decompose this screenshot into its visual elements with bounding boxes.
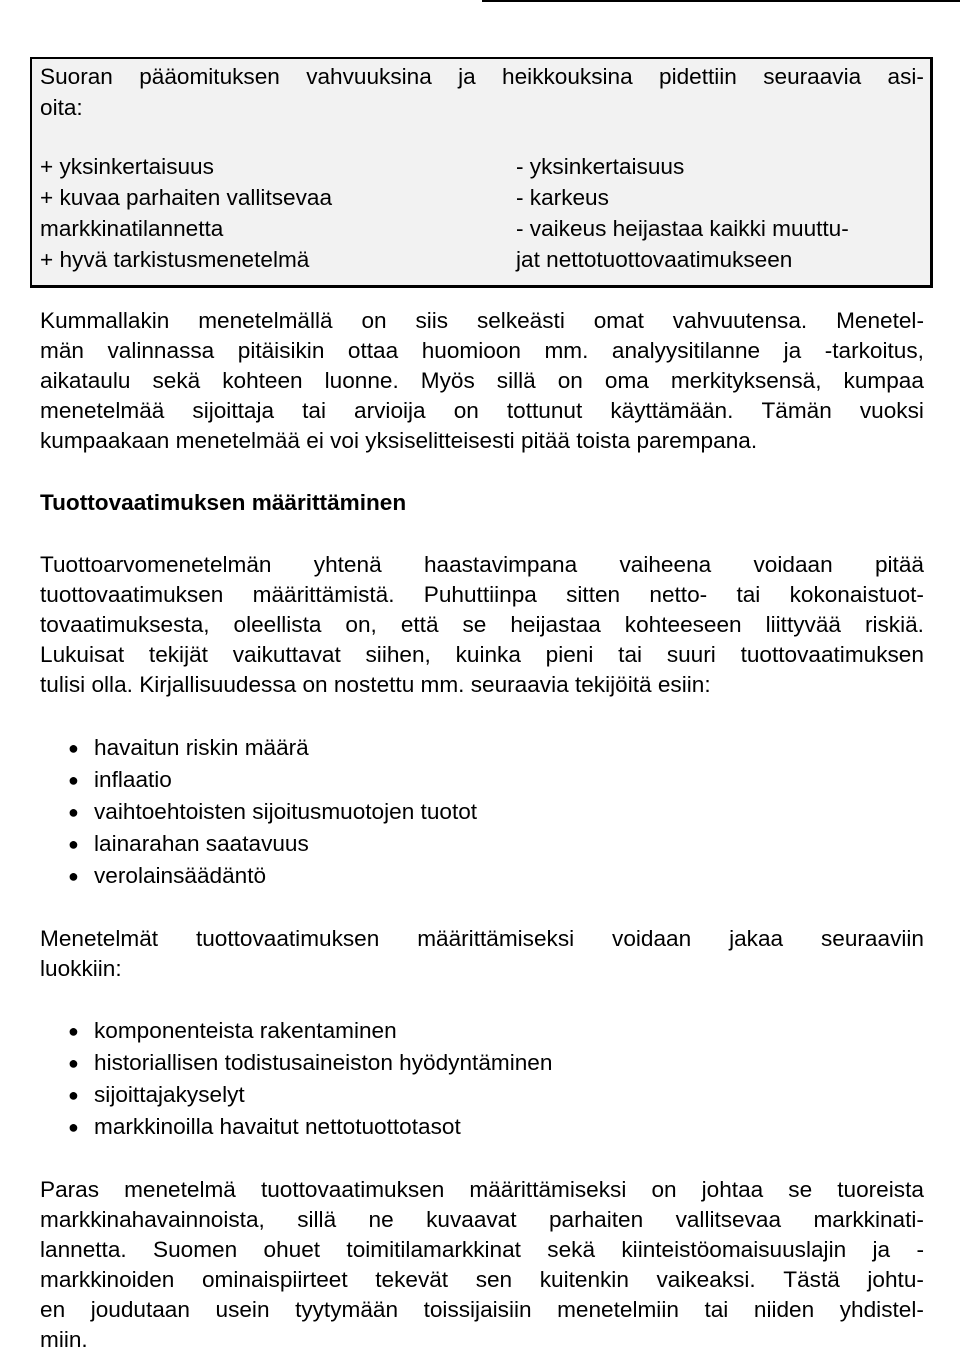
word: ja bbox=[458, 64, 476, 89]
paragraph-1-line bbox=[40, 336, 924, 366]
word: vuoksi bbox=[859, 398, 924, 423]
factor-item: havaitun riskin määrä bbox=[94, 735, 309, 760]
word: kuinka bbox=[455, 642, 521, 667]
word: siis bbox=[415, 308, 449, 333]
bullet-icon: ● bbox=[68, 1117, 79, 1137]
paragraph-2-line bbox=[40, 640, 924, 670]
bullet-icon: ● bbox=[68, 1053, 79, 1073]
word: mm. bbox=[544, 338, 589, 363]
word: Menetel- bbox=[836, 308, 924, 333]
word: markkinoiden bbox=[40, 1267, 175, 1292]
box-intro-line-2: oita: bbox=[40, 95, 83, 120]
word: menetelmällä bbox=[198, 308, 333, 333]
word: vaiheena bbox=[619, 552, 712, 577]
paragraph-2-line bbox=[40, 580, 924, 610]
strength-item: + hyvä tarkistusmenetelmä bbox=[40, 247, 310, 272]
word: sekä bbox=[152, 368, 201, 393]
word: Paras bbox=[40, 1177, 100, 1202]
word: analyysitilanne bbox=[611, 338, 761, 363]
paragraph-4-line bbox=[40, 1235, 924, 1265]
word: pidettiin bbox=[659, 64, 737, 89]
word: - bbox=[916, 1237, 924, 1262]
word: kokonaistuot- bbox=[789, 582, 924, 607]
strength-item: + kuvaa parhaiten vallitsevaa bbox=[40, 185, 333, 210]
word: on bbox=[453, 398, 479, 423]
word: vahvuuksina bbox=[306, 64, 432, 89]
word: toimitilamarkkinat bbox=[346, 1237, 521, 1262]
word: kuvaavat bbox=[426, 1207, 517, 1232]
word: yhtenä bbox=[313, 552, 382, 577]
word: sillä bbox=[496, 368, 536, 393]
method-item: komponenteista rakentaminen bbox=[94, 1018, 397, 1043]
word: ominaispiirteet bbox=[201, 1267, 348, 1292]
word: kohteen bbox=[222, 368, 303, 393]
word: kohteeseen bbox=[624, 612, 742, 637]
word: pieni bbox=[545, 642, 594, 667]
word: ne bbox=[368, 1207, 394, 1232]
weakness-item: - yksinkertaisuus bbox=[516, 154, 685, 179]
word: Myös bbox=[420, 368, 475, 393]
word: selkeästi bbox=[476, 308, 565, 333]
word: Menetelmät bbox=[40, 926, 159, 951]
word: sen bbox=[475, 1267, 513, 1292]
word: parhaiten bbox=[548, 1207, 644, 1232]
factor-item: verolainsäädäntö bbox=[94, 863, 267, 888]
word: huomioon bbox=[421, 338, 521, 363]
word: tuottovaatimuksen bbox=[740, 642, 924, 667]
word: niiden bbox=[753, 1297, 815, 1322]
word: vallitsevaa bbox=[675, 1207, 782, 1232]
word: valinnassa bbox=[107, 338, 215, 363]
word: tai bbox=[618, 642, 643, 667]
paragraph-1-line bbox=[40, 396, 924, 426]
word: Tuottoarvomenetelmän bbox=[40, 552, 272, 577]
bullet-icon: ● bbox=[68, 1085, 79, 1105]
word: netto- bbox=[649, 582, 708, 607]
word: pitäisikin bbox=[237, 338, 325, 363]
word: kiinteistöomaisuuslajin bbox=[621, 1237, 847, 1262]
word: luonne. bbox=[324, 368, 399, 393]
paragraph-2-line bbox=[40, 610, 924, 640]
word: tekevät bbox=[375, 1267, 449, 1292]
word: tuottovaatimuksen bbox=[195, 926, 380, 951]
word: sekä bbox=[547, 1237, 596, 1262]
paragraph-4-line bbox=[40, 1175, 924, 1205]
paragraph-2-line bbox=[40, 550, 924, 580]
word: kuitenkin bbox=[539, 1267, 629, 1292]
word: suuri bbox=[666, 642, 716, 667]
strength-item: + yksinkertaisuus bbox=[40, 154, 214, 179]
word: arvioija bbox=[354, 398, 426, 423]
word: asi- bbox=[887, 64, 924, 89]
word: Puhuttiinpa bbox=[423, 582, 537, 607]
word: joudutaan bbox=[90, 1297, 190, 1322]
word: on bbox=[651, 1177, 677, 1202]
word: määrittämistä. bbox=[252, 582, 395, 607]
word: omat bbox=[593, 308, 644, 333]
word: johtaa bbox=[701, 1177, 764, 1202]
word: män bbox=[40, 338, 84, 363]
word: markkinati- bbox=[813, 1207, 924, 1232]
word: vaikuttavat bbox=[232, 642, 341, 667]
word: on bbox=[557, 368, 583, 393]
factor-item: lainarahan saatavuus bbox=[94, 831, 309, 856]
word: tottunut bbox=[506, 398, 583, 423]
paragraph-1-line: kumpaakaan menetelmää ei voi yksiselitteisesti pitää toista parempana. bbox=[40, 428, 758, 453]
word: pääomituksen bbox=[139, 64, 280, 89]
method-item: markkinoilla havaitut nettotuottotasot bbox=[94, 1114, 461, 1139]
word: on bbox=[361, 308, 387, 333]
weakness-item: jat nettotuottovaatimukseen bbox=[516, 247, 793, 272]
bullet-icon: ● bbox=[68, 770, 79, 790]
box-intro-line-1 bbox=[40, 62, 924, 92]
word: merkityksensä, bbox=[670, 368, 822, 393]
word: sitten bbox=[566, 582, 621, 607]
word: Tästä bbox=[783, 1267, 840, 1292]
bullet-icon: ● bbox=[68, 802, 79, 822]
word: jakaa bbox=[729, 926, 784, 951]
word: -tarkoitus, bbox=[824, 338, 924, 363]
paragraph-4-line bbox=[40, 1265, 924, 1295]
word: riskiä. bbox=[864, 612, 924, 637]
word: yhdistel- bbox=[839, 1297, 924, 1322]
bullet-icon: ● bbox=[68, 1021, 79, 1041]
word: Kummallakin bbox=[40, 308, 170, 333]
word: tuoreista bbox=[837, 1177, 924, 1202]
word: ja bbox=[872, 1237, 891, 1262]
word: siihen, bbox=[365, 642, 431, 667]
word: sijoittaja bbox=[192, 398, 275, 423]
bullet-icon: ● bbox=[68, 834, 79, 854]
factor-item: vaihtoehtoisten sijoitusmuotojen tuotot bbox=[94, 799, 478, 824]
word: ottaa bbox=[347, 338, 399, 363]
bullet-icon: ● bbox=[68, 866, 79, 886]
word: kumpaa bbox=[843, 368, 924, 393]
word: Tämän bbox=[761, 398, 832, 423]
factor-item: inflaatio bbox=[94, 767, 172, 792]
word: se bbox=[788, 1177, 813, 1202]
word: vaikeaksi. bbox=[656, 1267, 756, 1292]
word: on, bbox=[345, 612, 377, 637]
word: heijastaa bbox=[510, 612, 601, 637]
word: markkinahavainnoista, bbox=[40, 1207, 265, 1232]
word: johtu- bbox=[867, 1267, 924, 1292]
word: sillä bbox=[297, 1207, 337, 1232]
word: tai bbox=[736, 582, 761, 607]
paragraph-4-line bbox=[40, 1205, 924, 1235]
word: ja bbox=[783, 338, 802, 363]
word: menetelmä bbox=[124, 1177, 236, 1202]
top-rule bbox=[482, 0, 960, 2]
word: menetelmää bbox=[40, 398, 165, 423]
method-item: sijoittajakyselyt bbox=[94, 1082, 245, 1107]
word: tai bbox=[704, 1297, 729, 1322]
weakness-item: - vaikeus heijastaa kaikki muuttu- bbox=[516, 216, 849, 241]
word: liittyvää bbox=[765, 612, 841, 637]
word: ohuet bbox=[263, 1237, 321, 1262]
paragraph-4-line: miin. bbox=[40, 1327, 88, 1352]
paragraph-2-line: tulisi olla. Kirjallisuudessa on nostettu mm. seuraavia tekijöitä esiin: bbox=[40, 672, 711, 697]
word: oleellista bbox=[233, 612, 322, 637]
word: oma bbox=[604, 368, 649, 393]
word: tuottovaatimuksen bbox=[40, 582, 224, 607]
weakness-item: - karkeus bbox=[516, 185, 609, 210]
word: lannetta. bbox=[40, 1237, 127, 1262]
word: määrittämiseksi bbox=[417, 926, 575, 951]
word: en bbox=[40, 1297, 66, 1322]
word: tekijät bbox=[148, 642, 208, 667]
word: heikkouksina bbox=[502, 64, 633, 89]
word: määrittämiseksi bbox=[469, 1177, 627, 1202]
paragraph-3-line: luokkiin: bbox=[40, 956, 122, 981]
word: tovaatimuksesta, bbox=[40, 612, 210, 637]
strength-item: markkinatilannetta bbox=[40, 216, 224, 241]
word: voidaan bbox=[612, 926, 692, 951]
bullet-icon: ● bbox=[68, 738, 79, 758]
word: Lukuisat bbox=[40, 642, 125, 667]
word: aikataulu bbox=[40, 368, 131, 393]
word: seuraavia bbox=[763, 64, 862, 89]
word: menetelmiin bbox=[557, 1297, 679, 1322]
section-heading: Tuottovaatimuksen määrittäminen bbox=[40, 490, 407, 515]
word: tyytymään bbox=[295, 1297, 399, 1322]
word: että bbox=[400, 612, 439, 637]
paragraph-4-line bbox=[40, 1295, 924, 1325]
word: toissijaisiin bbox=[423, 1297, 532, 1322]
word: se bbox=[462, 612, 487, 637]
word: Suomen bbox=[153, 1237, 238, 1262]
word: seuraaviin bbox=[820, 926, 924, 951]
paragraph-1-line bbox=[40, 306, 924, 336]
word: Suoran bbox=[40, 64, 113, 89]
word: pitää bbox=[874, 552, 924, 577]
paragraph-3-line bbox=[40, 924, 924, 954]
word: haastavimpana bbox=[423, 552, 578, 577]
word: vahvuutensa. bbox=[672, 308, 808, 333]
method-item: historiallisen todistusaineiston hyödyntäminen bbox=[94, 1050, 553, 1075]
word: tuottovaatimuksen bbox=[260, 1177, 445, 1202]
word: tai bbox=[302, 398, 326, 423]
word: usein bbox=[215, 1297, 270, 1322]
word: käyttämään. bbox=[610, 398, 734, 423]
paragraph-1-line bbox=[40, 366, 924, 396]
word: voidaan bbox=[753, 552, 833, 577]
